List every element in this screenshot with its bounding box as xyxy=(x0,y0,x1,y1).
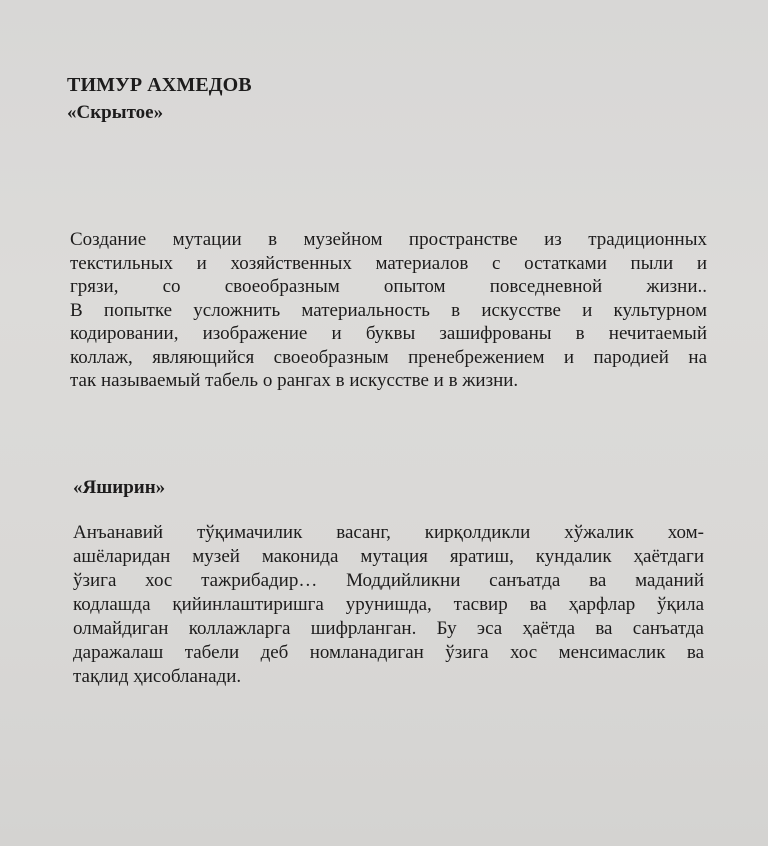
text-line: ашёларидан музей маконида мутация яратиш, кундалик ҳаётдаги xyxy=(73,546,704,567)
text-line: грязи, со своеобразным опытом повседневной жизни.. xyxy=(70,276,707,297)
text-line: Создание мутации в музейном пространстве из традиционных xyxy=(70,229,707,250)
text-line: тақлид ҳисобланади. xyxy=(73,666,242,687)
text-line: даражалаш табели деб номланадиган ўзига хос менсимаслик ва xyxy=(73,642,704,663)
text-line: ўзига хос тажрибадир… Моддийликни санъатда ва маданий xyxy=(73,570,704,591)
description-russian xyxy=(70,228,707,393)
text-line: коллаж, являющийся своеобразным пренебрежением и пародией на xyxy=(70,346,707,368)
text-line: олмайдиган коллажларга шифрланган. Бу эса ҳаётда ва санъатда xyxy=(73,618,704,639)
text-line: В попытке усложнить материальность в искусстве и культурном xyxy=(70,299,707,321)
artwork-title-russian: «Скрытое» xyxy=(67,102,164,123)
text-line: текстильных и хозяйственных материалов с остатками пыли и xyxy=(70,252,707,274)
text-line: кодлашда қийинлаштиришга урунишда, тасвир ва ҳарфлар ўқила xyxy=(73,594,704,615)
text-line: Анъанавий тўқимачилик ваcанг, кирқолдикли хўжалик хом- xyxy=(73,522,704,543)
text-line: кодировании, изображение и буквы зашифрованы в нечитаемый xyxy=(70,323,707,344)
text-line: так называемый табель о рангах в искусстве и в жизни. xyxy=(70,370,519,391)
description-uzbek xyxy=(73,521,704,689)
author-name: ТИМУР АХМЕДОВ xyxy=(67,74,252,96)
artwork-title-uzbek: «Яширин» xyxy=(73,477,166,498)
